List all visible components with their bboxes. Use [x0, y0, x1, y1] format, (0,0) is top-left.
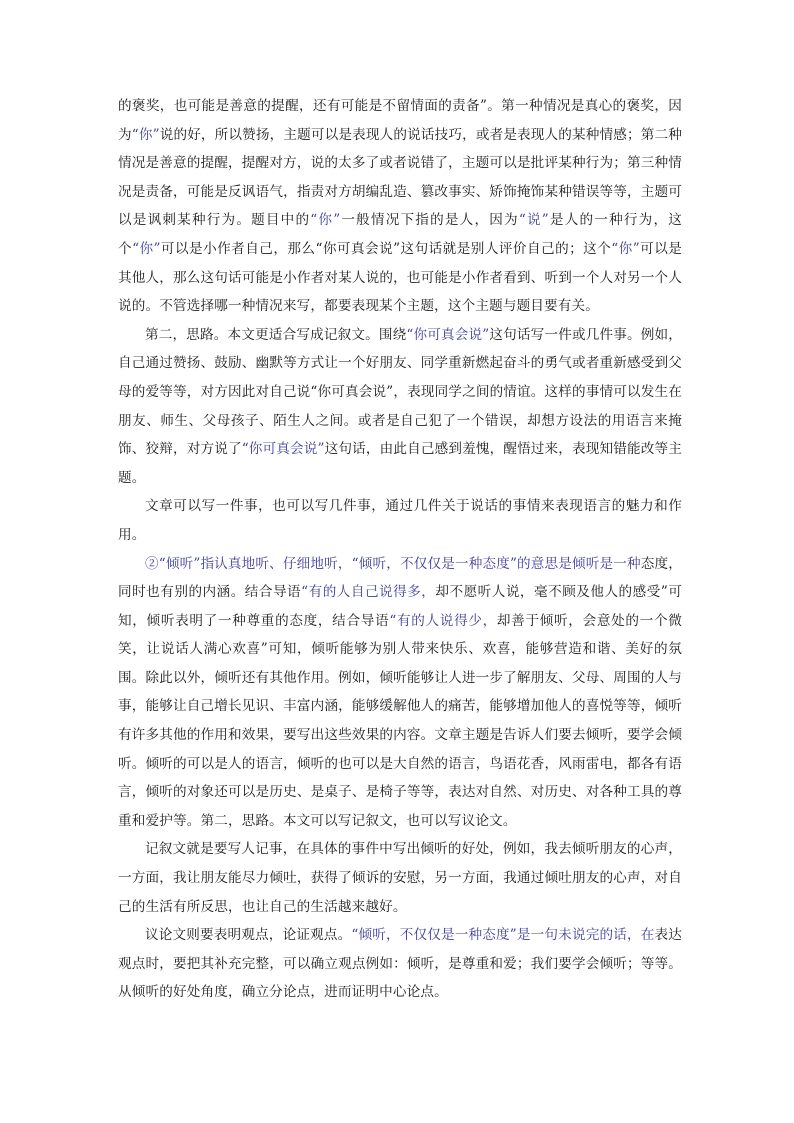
- paragraph-4-run-4: 却不愿听人说，毫不顾及他人的感受”可知，倾听表明了一种尊重的态度，结合导语: [118, 584, 683, 629]
- paragraph-4-run-1: ②“倾听”指认真地听、仔细地听，“倾听，不仅仅是一种态度”的意思是倾听是一种: [145, 555, 641, 572]
- paragraph-2-run-2: “你可真会说”: [406, 326, 490, 343]
- paragraph-1-run-6: “说”: [518, 212, 549, 229]
- paragraph-2-run-4: “你可真会说”: [241, 441, 325, 458]
- paragraph-1-run-4: “你”: [310, 212, 341, 229]
- paragraph-6-run-3: 表达观点时，要把其补充完整，可以确立观点例如：倾听，是尊重和爱；我们要学会倾听；等等。从倾听的好处角度，确立分论点，进而证明中心论点。: [118, 927, 682, 1001]
- paragraph-6-run-1: 议论文则要表明观点，论证观点。: [145, 927, 352, 944]
- paragraph-4-run-2: 态度，同时也有别的内涵。结合导语: [118, 555, 683, 601]
- paragraph-4: [118, 550, 682, 836]
- paragraph-2-run-1: 第二，思路。本文更适合写成记叙文。围绕: [145, 326, 407, 343]
- paragraph-1-run-11: 可以是其他人，那么这句话可能是小作者对某人说的，也可能是小作者看到、听到一个人对另一个人说的。不管选择哪一种情况来写，都要表现某个主题，这个主题与题目要有关。: [118, 240, 682, 315]
- paragraph-1-run-10: “你”: [611, 240, 640, 257]
- paragraph-4-run-5: “有的人说得少，: [389, 612, 497, 629]
- paragraph-5-run-1: 记叙文就是要写人记事，在具体的事件中写出倾听的好处，例如，我去倾听朋友的心声，一方面，我让朋友能尽力倾吐，获得了倾诉的安慰，另一方面，我通过倾吐朋友的心声，对自己的生活有所反思，也让自己的生活越来越好。: [118, 841, 682, 915]
- paragraph-1-run-2: “你”: [131, 126, 160, 143]
- paragraph-1-run-9: 可以是小作者自己，那么“你可真会说”这句话就是别人评价自己的；这个: [160, 240, 612, 257]
- paragraph-2: [118, 321, 682, 493]
- paragraph-2-run-5: 这句话，由此自己感到羞愧，醒悟过来，表现知错能改等主题。: [118, 441, 682, 486]
- paragraph-3-run-1: 文章可以写一件事，也可以写几件事，通过几件关于说话的事情来表现语言的魅力和作用。: [118, 498, 682, 543]
- paragraph-1-run-5: 一般情况下指的是人，因为: [340, 212, 519, 229]
- paragraph-4-run-3: “有的人自己说得多，: [301, 584, 436, 601]
- paragraph-2-run-3: 这句话写一件或几件事。例如，自己通过赞扬、鼓励、幽默等方式让一个好朋友、同学重新燃起奋斗的勇气或者重新感受到父母的爱等等，对方因此对自己说“你可真会说”，表现同学之间的情谊。这样的事情可以发生在朋友、师生、父母孩子、陌生人之间。或者是自己犯了一个错误，却想方设法的用语言来掩饰、狡辩，对方说了: [118, 326, 682, 458]
- paragraph-1-run-3: 说的好，所以赞扬，主题可以是表现人的说话技巧，或者是表现人的某种情感；第二种情况是善意的提醒，提醒对方，说的太多了或者说错了，主题可以是批评某种行为；第三种情况是责备，可能是反讽语气，指责对方胡编乱造、篡改事实、矫饰掩饰某种错误等等，主题可以是讽刺某种行为。题目中的: [118, 126, 682, 229]
- paragraph-1: [118, 92, 682, 321]
- paragraph-3: [118, 492, 682, 549]
- paragraph-1-run-8: “你”: [132, 240, 161, 257]
- paragraph-1-run-7: 是人的一种行为，这个: [118, 212, 682, 257]
- paragraph-6: [118, 921, 682, 1007]
- document-page: [118, 92, 682, 1007]
- paragraph-1-run-1: 的褒奖，也可能是善意的提醒，还有可能是不留情面的责备”。第一种情况是真心的褒奖，因为: [118, 98, 682, 143]
- paragraph-4-run-6: 却善于倾听，会意处的一个微笑，让说话人满心欢喜”可知，倾听能够为别人带来快乐、欢喜，能够营造和谐、美好的氛围。除此以外，倾听还有其他作用。例如，倾听能够让人进一步了解朋友、父母、周围的人与事，能够让自己增长见识、丰富内涵，能够缓解他人的痛苦，能够增加他人的喜悦等等，倾听有许多其他的作用和效果，要写出这些效果的内容。文章主题是告诉人们要去倾听，要学会倾听。倾听的可以是人的语言，倾听的也可以是大自然的语言，鸟语花香，风雨雷电，都各有语言，倾听的对象还可以是历史、是桌子、是椅子等等，表达对自然、对历史、对各种工具的尊重和爱护等。第二，思路。本文可以写记叙文，也可以写议论文。: [118, 612, 682, 829]
- paragraph-5: [118, 835, 682, 921]
- paragraph-6-run-2: “倾听，不仅仅是一种态度”是一句未说完的话，在: [351, 927, 655, 944]
